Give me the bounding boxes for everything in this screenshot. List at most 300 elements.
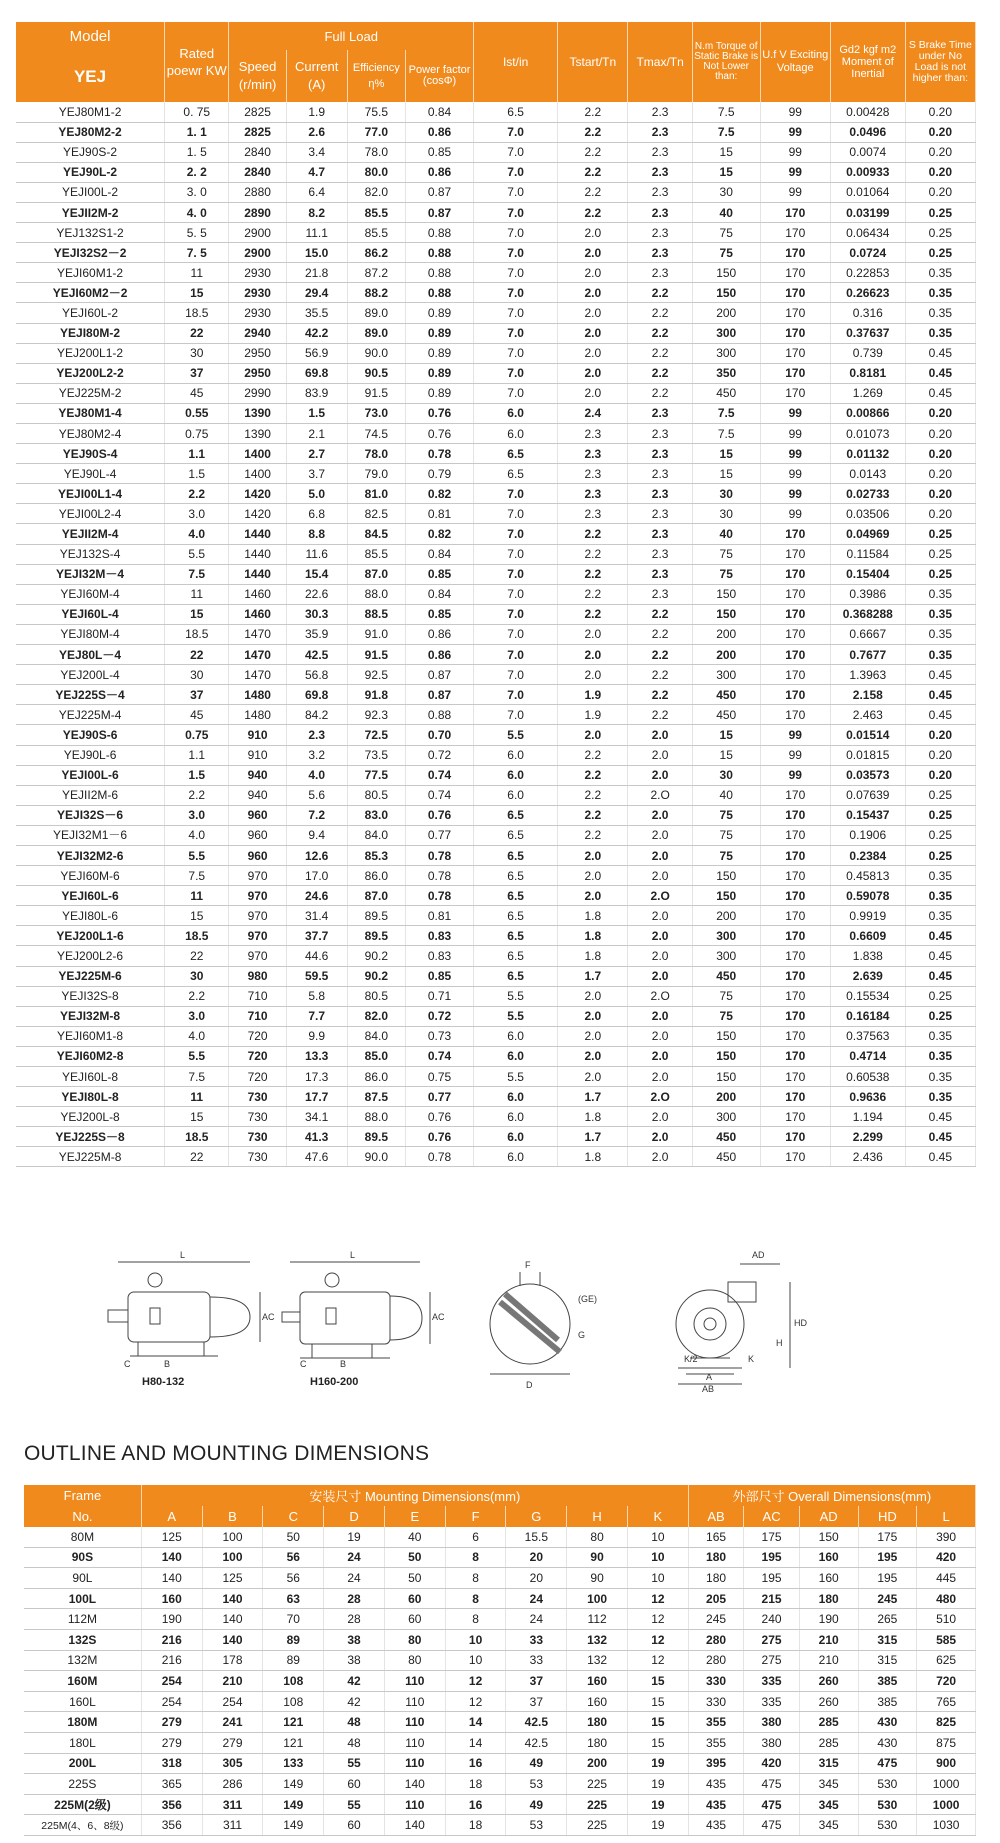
value-cell: 0.20 (905, 403, 975, 423)
value-cell: 260 (799, 1671, 858, 1692)
value-cell: 1.8 (558, 946, 628, 966)
value-cell: 8.2 (286, 202, 347, 222)
table-row (16, 544, 976, 564)
model-cell: YEJI80M-2 (16, 323, 165, 343)
value-cell: 225 (567, 1815, 628, 1836)
table-row (24, 1671, 976, 1692)
value-cell: 14 (445, 1732, 506, 1753)
value-cell: 7.0 (474, 645, 558, 665)
value-cell: 2.2 (628, 303, 692, 323)
model-cell: YEJ132S-4 (16, 544, 165, 564)
value-cell: 6.5 (474, 464, 558, 484)
value-cell: 170 (760, 1026, 830, 1046)
value-cell: 1.269 (830, 383, 905, 403)
value-cell: 0.81 (406, 504, 474, 524)
value-cell: 11 (165, 1087, 229, 1107)
value-cell: 170 (760, 604, 830, 624)
value-cell: 7.5 (692, 102, 760, 122)
model-cell: YEJ90L-4 (16, 464, 165, 484)
value-cell: 0.35 (905, 283, 975, 303)
value-cell: 22 (165, 323, 229, 343)
value-cell: 2.2 (628, 705, 692, 725)
value-cell: 60 (384, 1588, 445, 1609)
value-cell: 6.0 (474, 1107, 558, 1127)
dim-column-header: L (917, 1506, 976, 1527)
table-row (16, 765, 976, 785)
value-cell: 42.5 (506, 1712, 567, 1733)
value-cell: 14 (445, 1712, 506, 1733)
value-cell: 0.45 (905, 343, 975, 363)
value-cell: 42.5 (286, 645, 347, 665)
table-row (16, 725, 976, 745)
value-cell: 0.45813 (830, 866, 905, 886)
model-cell: YEJ225S－8 (16, 1127, 165, 1147)
value-cell: 2.O (628, 986, 692, 1006)
value-cell: 380 (744, 1732, 800, 1753)
value-cell: 240 (744, 1609, 800, 1630)
value-cell: 0.25 (905, 845, 975, 865)
value-cell: 19 (324, 1527, 385, 1547)
value-cell: 0.76 (406, 1127, 474, 1147)
table-row (16, 685, 976, 705)
value-cell: 8 (445, 1588, 506, 1609)
value-cell: 2.2 (628, 665, 692, 685)
value-cell: 150 (692, 1026, 760, 1046)
value-cell: 12 (445, 1671, 506, 1692)
value-cell: 279 (202, 1732, 263, 1753)
value-cell: 12 (627, 1629, 688, 1650)
value-cell: 1460 (229, 584, 286, 604)
table-row (16, 1107, 976, 1127)
value-cell: 89 (263, 1629, 324, 1650)
value-cell: 216 (141, 1629, 202, 1650)
value-cell: 0.01815 (830, 745, 905, 765)
value-cell: 0.45 (905, 363, 975, 383)
value-cell: 10 (627, 1568, 688, 1589)
value-cell: 2.3 (558, 504, 628, 524)
table-row (16, 524, 976, 544)
value-cell: 140 (141, 1568, 202, 1589)
value-cell: 0.77 (406, 1087, 474, 1107)
value-cell: 73.5 (347, 745, 406, 765)
value-cell: 2.0 (558, 223, 628, 243)
value-cell: 0.70 (406, 725, 474, 745)
value-cell: 86.2 (347, 243, 406, 263)
value-cell: 450 (692, 1147, 760, 1167)
value-cell: 2.0 (628, 1107, 692, 1127)
side-view-h80-132 (108, 1250, 275, 1369)
value-cell: 0.74 (406, 1046, 474, 1066)
value-cell: 69.8 (286, 685, 347, 705)
value-cell: 140 (384, 1815, 445, 1836)
value-cell: 6.8 (286, 504, 347, 524)
value-cell: 41.3 (286, 1127, 347, 1147)
dim-column-header: E (384, 1506, 445, 1527)
value-cell: 0.35 (905, 624, 975, 644)
value-cell: 2.3 (628, 544, 692, 564)
value-cell: 3. 0 (165, 182, 229, 202)
value-cell: 6.5 (474, 102, 558, 122)
value-cell: 195 (858, 1568, 917, 1589)
dim-d-label: D (526, 1380, 533, 1390)
value-cell: 89 (263, 1650, 324, 1671)
value-cell: 0.25 (905, 544, 975, 564)
value-cell: 0.89 (406, 303, 474, 323)
model-cell: YEJ80M1-2 (16, 102, 165, 122)
value-cell: 15 (165, 906, 229, 926)
value-cell: 149 (263, 1774, 324, 1795)
value-cell: 87.0 (347, 564, 406, 584)
value-cell: 960 (229, 805, 286, 825)
value-cell: 1.8 (558, 1147, 628, 1167)
value-cell: 12 (627, 1588, 688, 1609)
value-cell: 1440 (229, 524, 286, 544)
table-row (16, 223, 976, 243)
frame-cell: 132M (24, 1650, 141, 1671)
value-cell: 0.35 (905, 866, 975, 886)
value-cell: 2.3 (628, 564, 692, 584)
value-cell: 0.74 (406, 785, 474, 805)
value-cell: 1480 (229, 705, 286, 725)
value-cell: 82.0 (347, 1006, 406, 1026)
value-cell: 875 (917, 1732, 976, 1753)
table-row (16, 504, 976, 524)
value-cell: 2930 (229, 283, 286, 303)
value-cell: 7.0 (474, 263, 558, 283)
value-cell: 2.3 (628, 403, 692, 423)
value-cell: 0.76 (406, 1107, 474, 1127)
table-row (16, 303, 976, 323)
value-cell: 2.2 (558, 182, 628, 202)
value-cell: 3.0 (165, 805, 229, 825)
value-cell: 6.5 (474, 845, 558, 865)
value-cell: 2.3 (628, 584, 692, 604)
value-cell: 42.5 (506, 1732, 567, 1753)
value-cell: 150 (692, 283, 760, 303)
value-cell: 7.0 (474, 142, 558, 162)
value-cell: 6.5 (474, 444, 558, 464)
model-cell: YEJI60M1-8 (16, 1026, 165, 1046)
value-cell: 6.0 (474, 785, 558, 805)
value-cell: 170 (760, 966, 830, 986)
shaft-section-view (490, 1260, 597, 1390)
value-cell: 87.5 (347, 1087, 406, 1107)
dim-a-label: A (706, 1372, 713, 1382)
value-cell: 149 (263, 1794, 324, 1815)
value-cell: 59.5 (286, 966, 347, 986)
table-row (16, 484, 976, 504)
value-cell: 0.82 (406, 524, 474, 544)
dim-column-header: AD (799, 1506, 858, 1527)
frame-no-header: Frame (24, 1485, 141, 1506)
table-row (16, 564, 976, 584)
value-cell: 84.5 (347, 524, 406, 544)
value-cell: 0.01514 (830, 725, 905, 745)
value-cell: 0.55 (165, 403, 229, 423)
value-cell: 6.0 (474, 403, 558, 423)
value-cell: 2890 (229, 202, 286, 222)
value-cell: 0.35 (905, 604, 975, 624)
value-cell: 318 (141, 1753, 202, 1774)
value-cell: 18.5 (165, 624, 229, 644)
value-cell: 0.76 (406, 424, 474, 444)
value-cell: 16 (445, 1794, 506, 1815)
value-cell: 0.7677 (830, 645, 905, 665)
value-cell: 78.0 (347, 142, 406, 162)
value-cell: 170 (760, 906, 830, 926)
table-row (16, 624, 976, 644)
value-cell: 99 (760, 484, 830, 504)
model-cell: YEJ90S-2 (16, 142, 165, 162)
value-cell: 110 (384, 1732, 445, 1753)
value-cell: 6.0 (474, 1147, 558, 1167)
value-cell: 60 (384, 1609, 445, 1630)
value-cell: 2.0 (558, 343, 628, 363)
value-cell: 56 (263, 1568, 324, 1589)
value-cell: 450 (692, 966, 760, 986)
value-cell: 2.639 (830, 966, 905, 986)
value-cell: 72.5 (347, 725, 406, 745)
value-cell: 330 (688, 1691, 744, 1712)
value-cell: 22.6 (286, 584, 347, 604)
value-cell: 29.4 (286, 283, 347, 303)
value-cell: 74.5 (347, 424, 406, 444)
value-cell: 2.3 (628, 524, 692, 544)
value-cell: 2.2 (628, 624, 692, 644)
value-cell: 2.0 (628, 946, 692, 966)
table-row (16, 785, 976, 805)
value-cell: 30 (692, 765, 760, 785)
value-cell: 5.5 (474, 1067, 558, 1087)
value-cell: 175 (744, 1527, 800, 1547)
value-cell: 170 (760, 584, 830, 604)
value-cell: 132 (567, 1650, 628, 1671)
value-cell: 0.60538 (830, 1067, 905, 1087)
value-cell: 0.87 (406, 202, 474, 222)
value-cell: 60 (324, 1774, 385, 1795)
value-cell: 2.2 (558, 102, 628, 122)
value-cell: 420 (744, 1753, 800, 1774)
table-row (16, 705, 976, 725)
value-cell: 89.0 (347, 323, 406, 343)
value-cell: 30 (692, 484, 760, 504)
value-cell: 0.20 (905, 725, 975, 745)
value-cell: 7.0 (474, 604, 558, 624)
value-cell: 0.20 (905, 504, 975, 524)
value-cell: 73.0 (347, 403, 406, 423)
value-cell: 7.5 (165, 1067, 229, 1087)
value-cell: 2.2 (558, 202, 628, 222)
value-cell: 30 (692, 504, 760, 524)
value-cell: 960 (229, 825, 286, 845)
value-cell: 15 (627, 1691, 688, 1712)
value-cell: 0.45 (905, 705, 975, 725)
value-cell: 0.45 (905, 926, 975, 946)
value-cell: 510 (917, 1609, 976, 1630)
value-cell: 170 (760, 564, 830, 584)
model-cell: YEJ200L1-2 (16, 343, 165, 363)
value-cell: 170 (760, 1107, 830, 1127)
value-cell: 0.78 (406, 866, 474, 886)
value-cell: 720 (229, 1026, 286, 1046)
frame-cell: 180L (24, 1732, 141, 1753)
value-cell: 190 (141, 1609, 202, 1630)
value-cell: 0.45 (905, 966, 975, 986)
value-cell: 4.0 (165, 524, 229, 544)
value-cell: 0.88 (406, 223, 474, 243)
model-cell: YEJI80L-6 (16, 906, 165, 926)
dim-column-header: B (202, 1506, 263, 1527)
value-cell: 75.5 (347, 102, 406, 122)
value-cell: 720 (229, 1067, 286, 1087)
value-cell: 0.25 (905, 986, 975, 1006)
value-cell: 2.3 (628, 102, 692, 122)
value-cell: 0.20 (905, 765, 975, 785)
value-cell: 100 (202, 1547, 263, 1568)
value-cell: 285 (799, 1712, 858, 1733)
value-cell: 89.5 (347, 1127, 406, 1147)
value-cell: 300 (692, 343, 760, 363)
value-cell: 1480 (229, 685, 286, 705)
value-cell: 345 (799, 1774, 858, 1795)
value-cell: 730 (229, 1127, 286, 1147)
value-cell: 2.0 (628, 1006, 692, 1026)
value-cell: 150 (692, 263, 760, 283)
table-row (16, 444, 976, 464)
model-cell: YEJI32S2－2 (16, 243, 165, 263)
value-cell: 88.0 (347, 1107, 406, 1127)
value-cell: 5.5 (165, 544, 229, 564)
value-cell: 150 (692, 604, 760, 624)
value-cell: 178 (202, 1650, 263, 1671)
table-row (16, 1026, 976, 1046)
value-cell: 241 (202, 1712, 263, 1733)
value-cell: 24 (506, 1609, 567, 1630)
dim-c-label: C (124, 1359, 131, 1369)
moment-of-inertia-header: Gd2 kgf m2 Moment of Inertial (830, 22, 905, 102)
value-cell: 99 (760, 504, 830, 524)
table-row (16, 263, 976, 283)
value-cell: 37.7 (286, 926, 347, 946)
value-cell: 63 (263, 1588, 324, 1609)
value-cell: 99 (760, 444, 830, 464)
svg-text:AC: AC (432, 1312, 445, 1322)
value-cell: 99 (760, 745, 830, 765)
value-cell: 170 (760, 202, 830, 222)
value-cell: 15.4 (286, 564, 347, 584)
value-cell: 2.2 (628, 283, 692, 303)
value-cell: 2.3 (628, 122, 692, 142)
table-row (16, 383, 976, 403)
value-cell: 0.35 (905, 323, 975, 343)
value-cell: 0.25 (905, 524, 975, 544)
model-cell: YEJ200L-8 (16, 1107, 165, 1127)
value-cell: 0.88 (406, 283, 474, 303)
value-cell: 75 (692, 544, 760, 564)
value-cell: 11 (165, 584, 229, 604)
value-cell: 260 (799, 1691, 858, 1712)
value-cell: 2.0 (558, 303, 628, 323)
frame-cell: 225M(4、6、8级) (24, 1815, 141, 1836)
value-cell: 2.3 (628, 162, 692, 182)
value-cell: 225 (567, 1774, 628, 1795)
value-cell: 2880 (229, 182, 286, 202)
table-row (16, 584, 976, 604)
table-row (16, 1127, 976, 1147)
mounting-dimensions-table: Frame 安装尺寸 Mounting Dimensions(mm) 外部尺寸 Overall Dimensions(mm) No. A B C D E F G H K AB AC AD HD L 80M 125 100 50 19 40 6 15.5 80 10 165 175 150 175 390 90S 140 100 56 24 50 8 20 90 10 180 195 160 195 420 90L 140 125 56 24 50 8 20 90 10 180 195 160 195 445 100L 160 140 63 28 60 8 24 100 12 205 215 180 245 480 112M 190 140 70 28 60 8 24 112 12 245 240 190 265 510 132S 216 140 89 38 80 10 33 132 12 280 275 210 315 585 132M 216 178 89 38 80 10 33 132 12 280 275 210 315 625 160M 254 210 108 42 110 12 37 160 15 330 335 260 385 720 160L 254 254 108 42 110 12 37 160 15 330 335 260 385 765 180M 279 241 121 48 110 14 42.5 180 15 355 380 285 430 825 180L 279 279 121 48 110 14 42.5 180 15 355 380 285 430 875 200L 318 305 133 55 110 16 49 200 19 395 420 315 475 900 225S 365 286 149 60 140 18 53 225 19 435 475 345 530 1000 225M(2级) 356 311 149 55 110 16 49 225 19 435 475 345 530 1000 225M(4、6、8级) 356 311 149 60 140 18 53 225 19 435 475 345 530 1030 (24, 1485, 976, 1836)
value-cell: 132 (567, 1629, 628, 1650)
value-cell: 1400 (229, 464, 286, 484)
value-cell: 420 (917, 1547, 976, 1568)
value-cell: 0.75 (165, 725, 229, 745)
value-cell: 15 (165, 1107, 229, 1127)
model-cell: YEJ132S1-2 (16, 223, 165, 243)
table-row (24, 1753, 976, 1774)
value-cell: 311 (202, 1815, 263, 1836)
value-cell: 33 (506, 1650, 567, 1671)
value-cell: 1.5 (286, 403, 347, 423)
value-cell: 140 (384, 1774, 445, 1795)
value-cell: 2.0 (558, 1026, 628, 1046)
value-cell: 435 (688, 1815, 744, 1836)
value-cell: 275 (744, 1629, 800, 1650)
value-cell: 15 (165, 604, 229, 624)
value-cell: 2.0 (628, 906, 692, 926)
value-cell: 84.0 (347, 1026, 406, 1046)
value-cell: 1.5 (165, 464, 229, 484)
value-cell: 2.O (628, 1087, 692, 1107)
value-cell: 170 (760, 805, 830, 825)
table-row (16, 1147, 976, 1167)
value-cell: 1.8 (558, 926, 628, 946)
value-cell: 78.0 (347, 444, 406, 464)
value-cell: 435 (688, 1794, 744, 1815)
value-cell: 15 (627, 1732, 688, 1753)
value-cell: 3.2 (286, 745, 347, 765)
value-cell: 7.0 (474, 223, 558, 243)
value-cell: 330 (688, 1671, 744, 1692)
value-cell: 90.2 (347, 966, 406, 986)
value-cell: 0.26623 (830, 283, 905, 303)
value-cell: 7.0 (474, 584, 558, 604)
value-cell: 1470 (229, 624, 286, 644)
value-cell: 200 (567, 1753, 628, 1774)
value-cell: 150 (692, 866, 760, 886)
value-cell: 765 (917, 1691, 976, 1712)
value-cell: 7.0 (474, 363, 558, 383)
model-cell: YEJ90S-4 (16, 444, 165, 464)
value-cell: 2.436 (830, 1147, 905, 1167)
value-cell: 6.5 (474, 886, 558, 906)
value-cell: 2.6 (286, 122, 347, 142)
dim-k2-label: K/2 (684, 1354, 698, 1364)
power-factor-header: Power factor (cosΦ) (406, 50, 474, 102)
value-cell: 30 (692, 182, 760, 202)
value-cell: 18 (445, 1774, 506, 1795)
value-cell: 2.0 (628, 1026, 692, 1046)
value-cell: 710 (229, 986, 286, 1006)
table-row (16, 604, 976, 624)
value-cell: 11 (165, 263, 229, 283)
value-cell: 45 (165, 383, 229, 403)
value-cell: 99 (760, 464, 830, 484)
value-cell: 4. 0 (165, 202, 229, 222)
table-row (16, 1006, 976, 1026)
value-cell: 100 (202, 1527, 263, 1547)
value-cell: 0.16184 (830, 1006, 905, 1026)
value-cell: 1420 (229, 484, 286, 504)
value-cell: 2.2 (165, 785, 229, 805)
